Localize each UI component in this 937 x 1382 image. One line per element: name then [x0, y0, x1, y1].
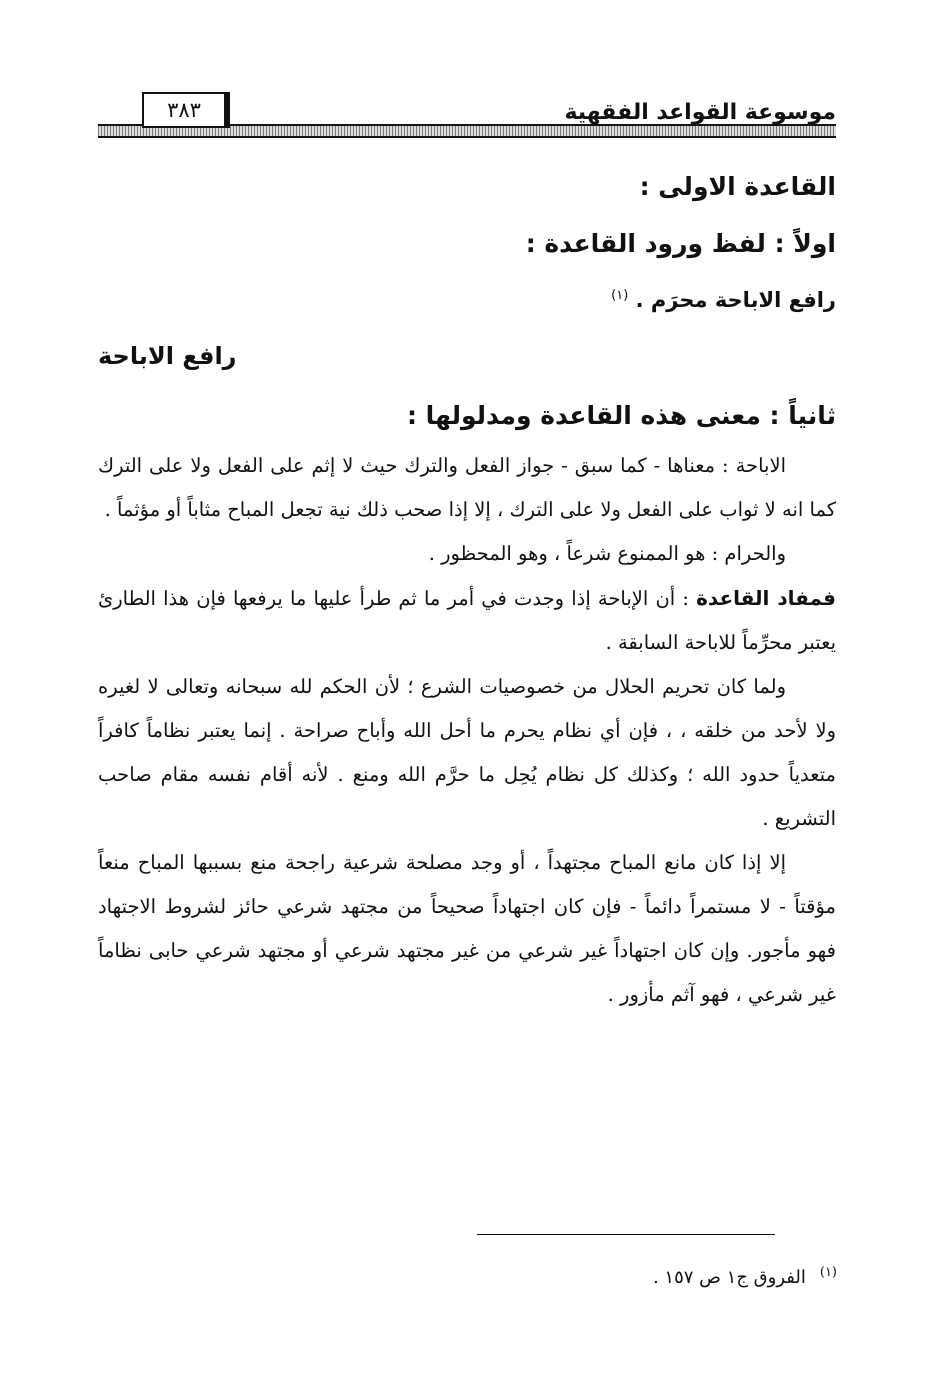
book-title: موسوعة القواعد الفقهية	[564, 100, 836, 125]
rule-statement	[98, 278, 836, 314]
footnote	[337, 1258, 837, 1293]
footnote-separator	[477, 1234, 775, 1235]
page-header	[98, 92, 836, 142]
paragraph-ibaha: الاباحة : معناها - كما سبق - جواز الفعل والترك حيث لا إثم على الفعل ولا على الترك كما انه لا ثواب على الفعل ولا على الترك ، إلا إذا صحب ذلك نية تجعل المباح مثاباً أو مؤثماً .	[98, 454, 836, 521]
paragraph-exception: إلا إذا كان مانع المباح مجتهداً ، أو وجد مصلحة شرعية راجحة منع بسببها المباح منعاً مؤقتاً - لا مستمراً دائماً - فإن كان اجتهاداً صحيحاً من مجتهد شرعي حائز لشروط الاجتهاد فهو مأجور. وإن كان اجتهاداً غير شرعي من غير مجتهد شرعي أو مجتهد شرعي حابى نظاماً غير شرعي ، فهو آثم مأزور .	[98, 851, 836, 1006]
rule-heading: القاعدة الاولى :	[639, 172, 836, 201]
footnote-marker: (١)	[819, 1265, 837, 1280]
paragraph-haram: والحرام : هو الممنوع شرعاً ، وهو المحظور .	[428, 542, 786, 565]
footnote-reference: (١)	[611, 288, 629, 303]
paragraph-rule-meaning	[98, 576, 836, 665]
page-number: ٣٨٣	[142, 92, 230, 128]
rule-meaning-term: فمفاد القاعدة	[696, 586, 836, 610]
rule-meaning-text: : أن الإباحة إذا وجدت في أمر ما ثم طرأ عليها ما يرفعها فإن هذا الطارئ يعتبر محرِّماً للاباحة السابقة .	[98, 587, 836, 654]
rule-name: رافع الاباحة	[98, 342, 237, 370]
paragraph-prohibition: ولما كان تحريم الحلال من خصوصيات الشرع ؛ لأن الحكم لله سبحانه وتعالى لا لغيره ولا لأحد من خلقه ، ، فإن أي نظام يحرم ما أحل الله وأباح صراحة . إنما يعتبر نظاماً كافراً متعدياً حدود الله ؛ وكذلك كل نظام يُحِل ما حرَّم الله ومنع . لأنه أقام نفسه مقام صاحب التشريع .	[98, 675, 836, 830]
point-one-heading: اولاً : لفظ ورود القاعدة :	[525, 229, 836, 258]
page-body	[98, 170, 836, 1017]
rule-statement-text: رافع الاباحة محرَم .	[635, 288, 836, 312]
point-two-heading: ثانياً : معنى هذه القاعدة ومدلولها :	[406, 401, 836, 430]
footnote-text: الفروق ج١ ص ١٥٧ .	[652, 1267, 806, 1288]
